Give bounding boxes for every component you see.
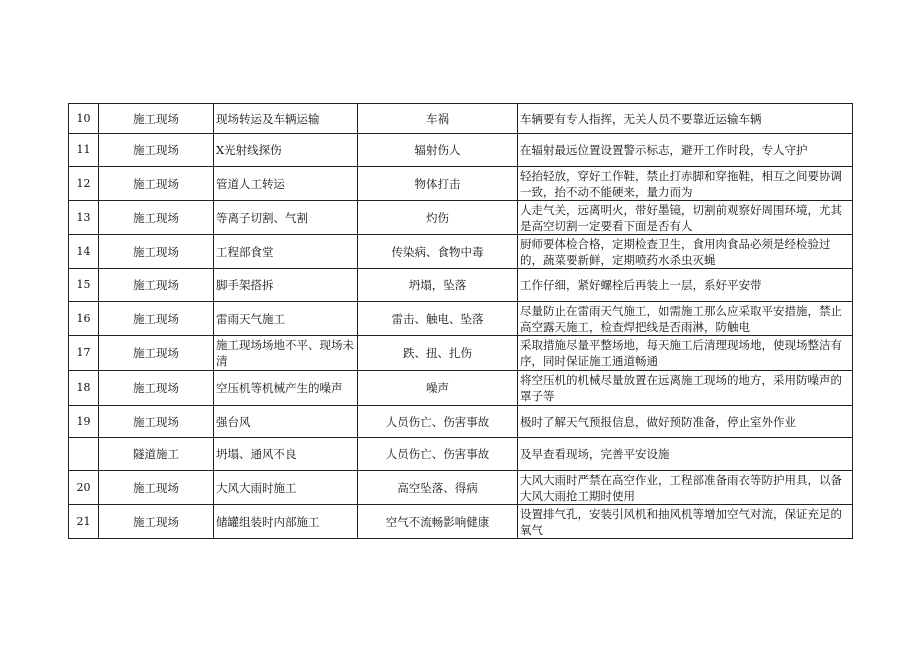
table-row bbox=[69, 235, 853, 269]
row-number: 20 bbox=[69, 471, 99, 505]
row-number: 15 bbox=[69, 269, 99, 302]
hazard: 雷击、触电、坠落 bbox=[358, 302, 518, 336]
table-row bbox=[69, 201, 853, 235]
row-number: 19 bbox=[69, 406, 99, 438]
work-activity: 空压机等机械产生的噪声 bbox=[214, 371, 358, 406]
row-number: 13 bbox=[69, 201, 99, 235]
row-number: 17 bbox=[69, 336, 99, 371]
control-measure: 轻抬轻放，穿好工作鞋，禁止打赤脚和穿拖鞋，相互之间要协调一致，抬不动不能硬来，量力而为 bbox=[518, 167, 853, 201]
row-number: 12 bbox=[69, 167, 99, 201]
row-number: 18 bbox=[69, 371, 99, 406]
work-activity: 储罐组装时内部施工 bbox=[214, 505, 358, 539]
table-row bbox=[69, 371, 853, 406]
row-number bbox=[69, 438, 99, 471]
hazard: 人员伤亡、伤害事故 bbox=[358, 438, 518, 471]
work-area: 施工现场 bbox=[99, 201, 214, 235]
control-measure: 尽量防止在雷雨天气施工，如需施工那么应采取平安措施，禁止高空露天施工，检查焊把线是否雨淋，防触电 bbox=[518, 302, 853, 336]
work-activity: X光射线探伤 bbox=[214, 134, 358, 167]
hazard: 高空坠落、得病 bbox=[358, 471, 518, 505]
control-measure: 大风大雨时严禁在高空作业，工程部准备雨衣等防护用具，以备大风大雨抢工期时使用 bbox=[518, 471, 853, 505]
hazard: 传染病、食物中毒 bbox=[358, 235, 518, 269]
control-measure: 及早查看现场，完善平安设施 bbox=[518, 438, 853, 471]
control-measure: 设置排气孔，安装引风机和抽风机等增加空气对流，保证充足的氧气 bbox=[518, 505, 853, 539]
work-activity: 大风大雨时施工 bbox=[214, 471, 358, 505]
control-measure: 在辐射最远位置设置警示标志，避开工作时段，专人守护 bbox=[518, 134, 853, 167]
control-measure: 采取措施尽量平整场地，每天施工后清理现场地，使现场整洁有序，同时保证施工通道畅通 bbox=[518, 336, 853, 371]
table-row bbox=[69, 302, 853, 336]
table-row bbox=[69, 505, 853, 539]
table-row bbox=[69, 438, 853, 471]
table-row bbox=[69, 269, 853, 302]
control-measure: 将空压机的机械尽量放置在远离施工现场的地方，采用防噪声的罩子等 bbox=[518, 371, 853, 406]
control-measure: 工作仔细，紧好螺栓后再装上一层，系好平安带 bbox=[518, 269, 853, 302]
row-number: 16 bbox=[69, 302, 99, 336]
work-activity: 施工现场场地不平、现场未清 bbox=[214, 336, 358, 371]
table-row bbox=[69, 167, 853, 201]
row-number: 21 bbox=[69, 505, 99, 539]
row-number: 11 bbox=[69, 134, 99, 167]
work-activity: 坍塌、通风不良 bbox=[214, 438, 358, 471]
hazard: 跌、扭、扎伤 bbox=[358, 336, 518, 371]
control-measure: 车辆要有专人指挥，无关人员不要靠近运输车辆 bbox=[518, 104, 853, 134]
work-area: 施工现场 bbox=[99, 235, 214, 269]
hazard: 辐射伤人 bbox=[358, 134, 518, 167]
risk-table bbox=[68, 103, 853, 539]
work-activity: 雷雨天气施工 bbox=[214, 302, 358, 336]
work-area: 施工现场 bbox=[99, 505, 214, 539]
hazard: 人员伤亡、伤害事故 bbox=[358, 406, 518, 438]
work-activity: 现场转运及车辆运输 bbox=[214, 104, 358, 134]
work-area: 施工现场 bbox=[99, 269, 214, 302]
hazard: 灼伤 bbox=[358, 201, 518, 235]
work-area: 施工现场 bbox=[99, 336, 214, 371]
work-activity: 脚手架搭拆 bbox=[214, 269, 358, 302]
control-measure: 厨师要体检合格，定期检查卫生，食用肉食品必须是经检验过的，蔬菜要新鲜，定期喷药水杀虫灭蝇 bbox=[518, 235, 853, 269]
table-row bbox=[69, 406, 853, 438]
table-row bbox=[69, 134, 853, 167]
work-activity: 工程部食堂 bbox=[214, 235, 358, 269]
work-area: 隧道施工 bbox=[99, 438, 214, 471]
row-number: 10 bbox=[69, 104, 99, 134]
table-row bbox=[69, 471, 853, 505]
control-measure: 人走气关，远离明火，带好墨镜，切割前观察好周围环境，尤其是高空切割一定要看下面是否有人 bbox=[518, 201, 853, 235]
work-area: 施工现场 bbox=[99, 406, 214, 438]
row-number: 14 bbox=[69, 235, 99, 269]
work-area: 施工现场 bbox=[99, 302, 214, 336]
work-area: 施工现场 bbox=[99, 104, 214, 134]
table-row bbox=[69, 104, 853, 134]
work-area: 施工现场 bbox=[99, 167, 214, 201]
hazard: 坍塌，坠落 bbox=[358, 269, 518, 302]
work-activity: 等离子切割、气割 bbox=[214, 201, 358, 235]
hazard: 空气不流畅影响健康 bbox=[358, 505, 518, 539]
hazard: 噪声 bbox=[358, 371, 518, 406]
control-measure: 极时了解天气预报信息，做好预防准备，停止室外作业 bbox=[518, 406, 853, 438]
work-activity: 管道人工转运 bbox=[214, 167, 358, 201]
work-area: 施工现场 bbox=[99, 371, 214, 406]
work-activity: 强台风 bbox=[214, 406, 358, 438]
work-area: 施工现场 bbox=[99, 471, 214, 505]
table-row bbox=[69, 336, 853, 371]
hazard: 车祸 bbox=[358, 104, 518, 134]
work-area: 施工现场 bbox=[99, 134, 214, 167]
hazard: 物体打击 bbox=[358, 167, 518, 201]
